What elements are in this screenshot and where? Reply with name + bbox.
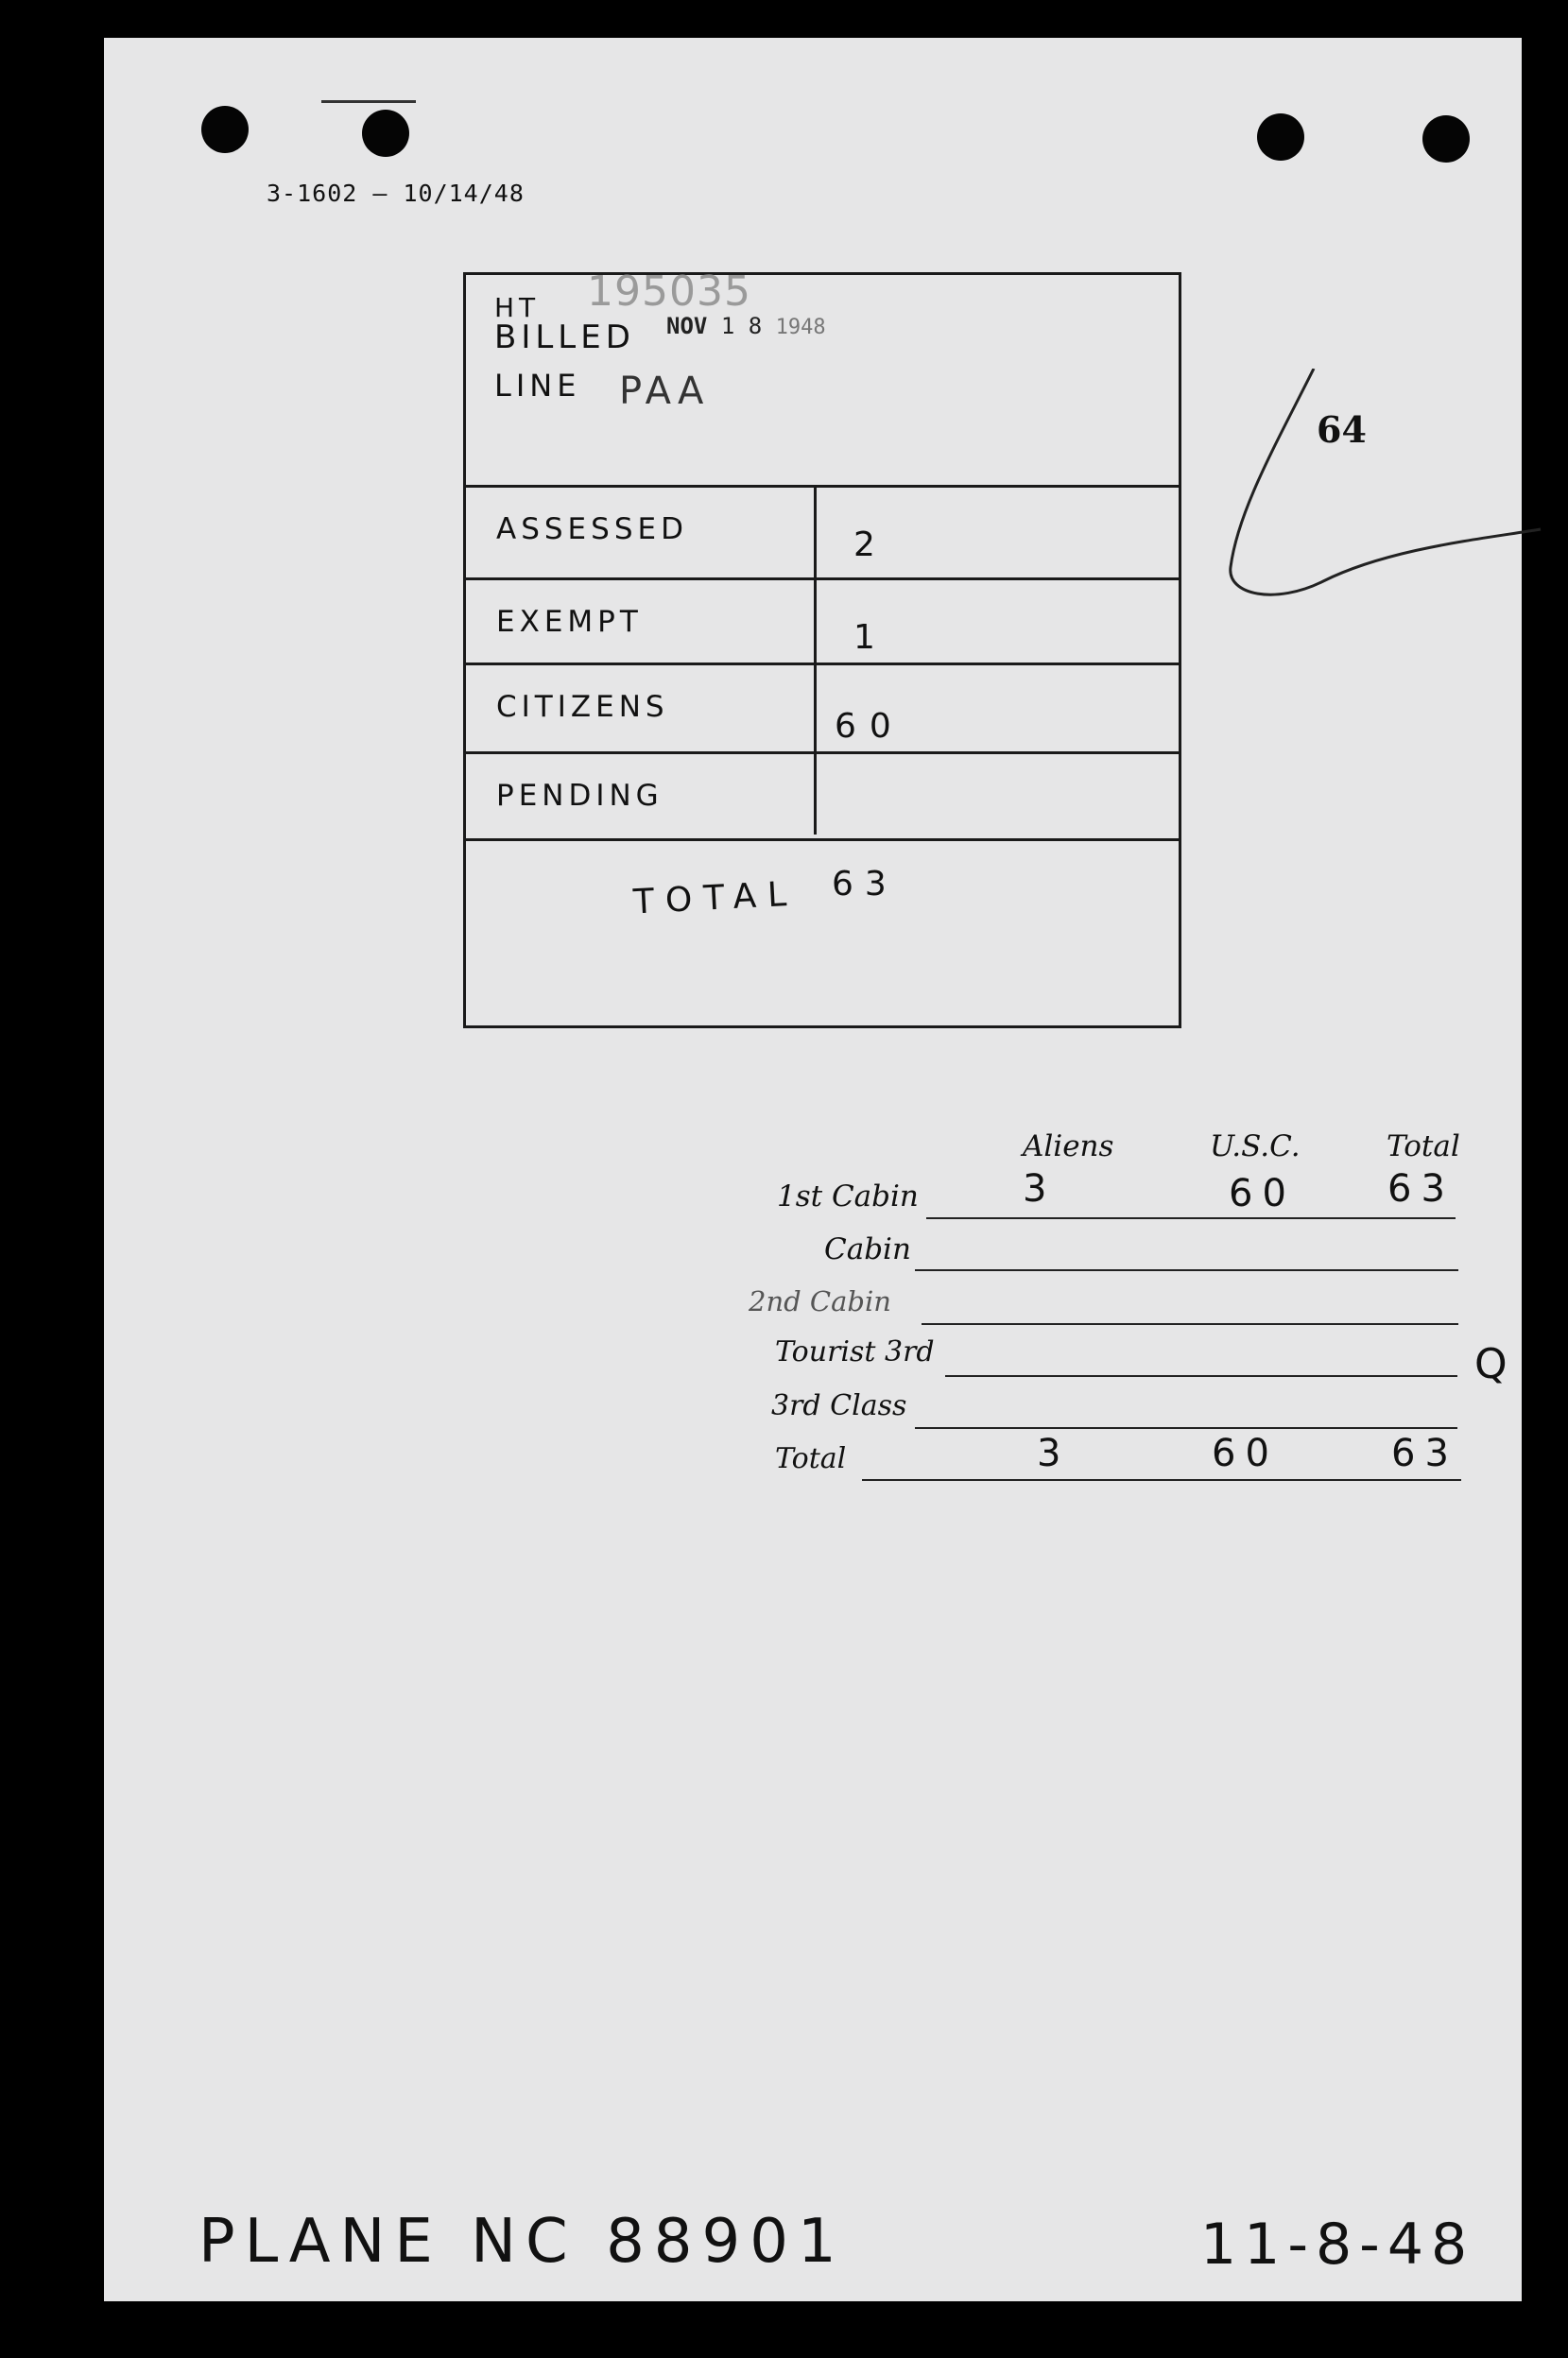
row-label-1st-cabin: 1st Cabin: [777, 1179, 919, 1213]
billed-label: BILLED: [494, 318, 635, 356]
check-mark: [1219, 369, 1568, 633]
footer-date: 11-8-48: [1200, 2212, 1475, 2278]
reference-header: 3-1602 — 10/14/48: [267, 180, 525, 207]
punch-hole: [201, 106, 249, 153]
punch-hole: [1422, 115, 1470, 163]
exempt-label: EXEMPT: [496, 605, 643, 639]
row-line: [862, 1479, 1461, 1481]
page-number: 64: [1317, 408, 1367, 451]
col-aliens: Aliens: [1023, 1129, 1114, 1163]
billing-box: [463, 267, 1181, 1028]
row-line: [926, 1217, 1456, 1219]
stamp-day: 1 8: [720, 313, 763, 339]
row-line: [915, 1427, 1457, 1429]
punch-hole: [1257, 113, 1304, 161]
row-citizens: [466, 665, 1179, 754]
cell-usc: 60: [1229, 1172, 1296, 1215]
row-label-2nd-cabin: 2nd Cabin: [749, 1285, 891, 1317]
q-mark: Q: [1474, 1340, 1508, 1388]
total-label: TOTAL: [632, 874, 800, 922]
punch-hole: [362, 110, 409, 157]
row-line: [922, 1323, 1458, 1325]
row-label-cabin: Cabin: [824, 1232, 911, 1266]
row-line: [915, 1269, 1458, 1271]
billed-date-stamp: [666, 313, 826, 339]
citizens-value: 60: [835, 707, 905, 746]
exempt-value: 1: [853, 618, 888, 657]
assessed-value: 2: [853, 525, 888, 564]
cell-total: 63: [1391, 1432, 1458, 1475]
stamp-number: 195035: [587, 267, 751, 316]
cell-aliens: 3: [1023, 1167, 1057, 1211]
col-total: Total: [1387, 1129, 1460, 1163]
row-exempt: [466, 580, 1179, 665]
row-assessed: [466, 488, 1179, 580]
row-pending: [466, 754, 1179, 841]
total-value: 63: [832, 865, 898, 904]
row-label-tourist-3rd: Tourist 3rd: [775, 1335, 935, 1368]
citizens-label: CITIZENS: [496, 690, 669, 724]
col-usc: U.S.C.: [1210, 1129, 1301, 1163]
cell-aliens: 3: [1037, 1432, 1071, 1475]
line-label: LINE: [494, 368, 581, 404]
assessed-label: ASSESSED: [496, 512, 688, 546]
stamp-year: 1948: [775, 316, 826, 339]
pen-mark: [321, 100, 416, 103]
pending-label: PENDING: [496, 779, 663, 813]
ht-label: HT: [494, 292, 541, 323]
row-label-total: Total: [775, 1442, 847, 1475]
row-line: [945, 1375, 1457, 1377]
stamp-month: NOV: [666, 313, 708, 339]
plane-number: PLANE NC 88901: [198, 2207, 846, 2277]
billing-box-header: [466, 267, 1179, 488]
row-label-3rd-class: 3rd Class: [771, 1389, 907, 1422]
cell-total: 63: [1387, 1167, 1455, 1211]
cell-usc: 60: [1212, 1432, 1279, 1475]
line-value: PAA: [619, 370, 710, 413]
